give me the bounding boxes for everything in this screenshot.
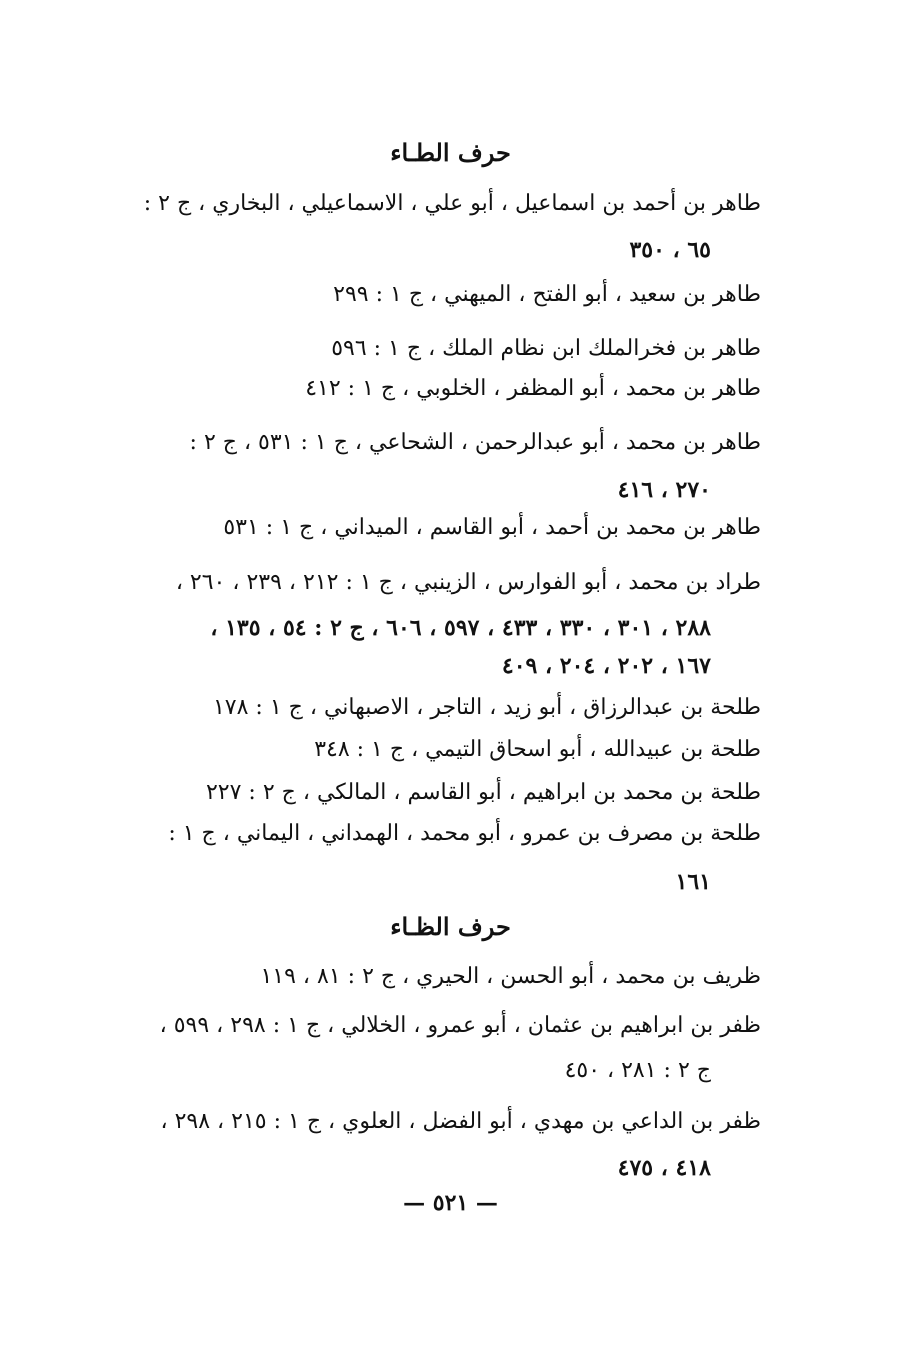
entry-line-cont: ١٦١: [675, 869, 711, 895]
entry-line: ظفر بن الداعي بن مهدي ، أبو الفضل ، العلوي ، ج ١ : ٢١٥ ، ٢٩٨ ،: [160, 1109, 761, 1134]
entry-line: طلحة بن مصرف بن عمرو ، أبو محمد ، الهمداني ، اليماني ، ج ١ :: [168, 821, 761, 846]
entry-line: طلحة بن عبدالرزاق ، أبو زيد ، التاجر ، الاصبهاني ، ج ١ : ١٧٨: [212, 695, 761, 720]
entry-line-cont: ١٦٧ ، ٢٠٢ ، ٢٠٤ ، ٤٠٩: [501, 653, 711, 679]
entry-line: طاهر بن محمد بن أحمد ، أبو القاسم ، الميداني ، ج ١ : ٥٣١: [223, 515, 761, 540]
entry-line-cont: ٢٧٠ ، ٤١٦: [617, 477, 711, 503]
entry-line: طاهر بن محمد ، أبو عبدالرحمن ، الشحاعي ، ج ١ : ٥٣١ ، ج ٢ :: [189, 430, 761, 455]
entry-line-cont: ٦٥ ، ٣٥٠: [629, 237, 711, 263]
entry-line: طاهر بن أحمد بن اسماعيل ، أبو علي ، الاسماعيلي ، البخاري ، ج ٢ :: [143, 191, 761, 216]
entry-line: طلحة بن محمد بن ابراهيم ، أبو القاسم ، المالكي ، ج ٢ : ٢٢٧: [205, 780, 761, 805]
entry-line: طاهر بن محمد ، أبو المظفر ، الخلوبي ، ج ١ : ٤١٢: [305, 376, 761, 401]
entry-line: ظريف بن محمد ، أبو الحسن ، الحيري ، ج ٢ : ٨١ ، ١١٩: [260, 964, 761, 989]
entry-line: ظفر بن ابراهيم بن عثمان ، أبو عمرو ، الخلالي ، ج ١ : ٢٩٨ ، ٥٩٩ ،: [159, 1013, 761, 1038]
section-heading-za: حرف الظـاء: [390, 912, 511, 941]
entry-line-cont: ٤١٨ ، ٤٧٥: [617, 1155, 711, 1181]
section-heading-ta: حرف الطـاء: [390, 138, 511, 167]
entry-line: طلحة بن عبيدالله ، أبو اسحاق التيمي ، ج ١ : ٣٤٨: [314, 737, 761, 762]
entry-line: طاهر بن سعيد ، أبو الفتح ، الميهني ، ج ١ : ٢٩٩: [333, 282, 761, 307]
entry-line: طاهر بن فخرالملك ابن نظام الملك ، ج ١ : ٥٩٦: [331, 336, 761, 361]
entry-line-cont: ج ٢ : ٢٨١ ، ٤٥٠: [564, 1058, 711, 1083]
page-number: — ٥٢١ —: [403, 1190, 498, 1216]
entry-line-cont: ٢٨٨ ، ٣٠١ ، ٣٣٠ ، ٤٣٣ ، ٥٩٧ ، ٦٠٦ ، ج ٢ : ٥٤ ، ١٣٥ ،: [210, 615, 711, 641]
entry-line: طراد بن محمد ، أبو الفوارس ، الزينبي ، ج ١ : ٢١٢ ، ٢٣٩ ، ٢٦٠ ،: [175, 570, 761, 595]
